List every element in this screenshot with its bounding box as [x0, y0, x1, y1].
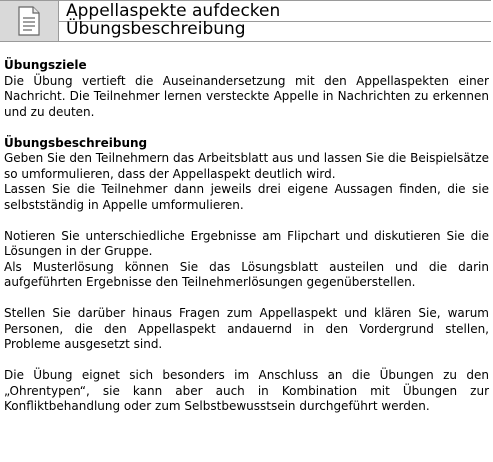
description-paragraph: Lassen Sie die Teilnehmer dann jeweils drei eigene Aussagen finden, die sie selbstständig in Appelle umformulieren.	[4, 182, 489, 212]
goals-heading: Übungsziele	[4, 58, 87, 72]
description-paragraph: Stellen Sie darüber hinaus Fragen zum Appellaspekt und klären Sie, warum Personen, die den Appellaspekt andauernd in den Vordergrund stellen, Probleme ausgesetzt sind.	[4, 306, 489, 351]
document-body	[4, 58, 489, 415]
icon-panel	[0, 1, 59, 41]
document-title: Appellaspekte aufdecken	[66, 1, 281, 21]
description-paragraph: Die Übung eignet sich besonders im Anschluss an die Übungen zu den „Ohrentypen“, sie kann aber auch in Kombination mit Übungen zur Konfliktbehandlung oder zum Selbstbewusstsein durchgeführt werden.	[4, 368, 489, 413]
description-paragraph: Geben Sie den Teilnehmern das Arbeitsblatt aus und lassen Sie die Beispielsätze so umformulieren, dass der Appellaspekt deutlich wird.	[4, 151, 489, 181]
description-paragraph: Als Musterlösung können Sie das Lösungsblatt austeilen und die darin aufgeführten Ergebnisse den Teilnehmerlösungen gegenüberstellen.	[4, 259, 489, 289]
goals-text: Die Übung vertieft die Auseinandersetzung mit den Appellaspekten einer Nachricht. Die Teilnehmer lernen versteckte Appelle in Nachrichten zu erkennen und zu deuten.	[4, 73, 489, 119]
description-paragraph: Notieren Sie unterschiedliche Ergebnisse am Flipchart und diskutieren Sie die Lösungen in der Gruppe.	[4, 228, 489, 258]
document-subtitle: Übungsbeschreibung	[66, 19, 246, 39]
description-heading: Übungsbeschreibung	[4, 135, 148, 150]
document-icon	[13, 6, 45, 36]
header-titles	[66, 2, 280, 38]
document-header	[0, 0, 491, 42]
